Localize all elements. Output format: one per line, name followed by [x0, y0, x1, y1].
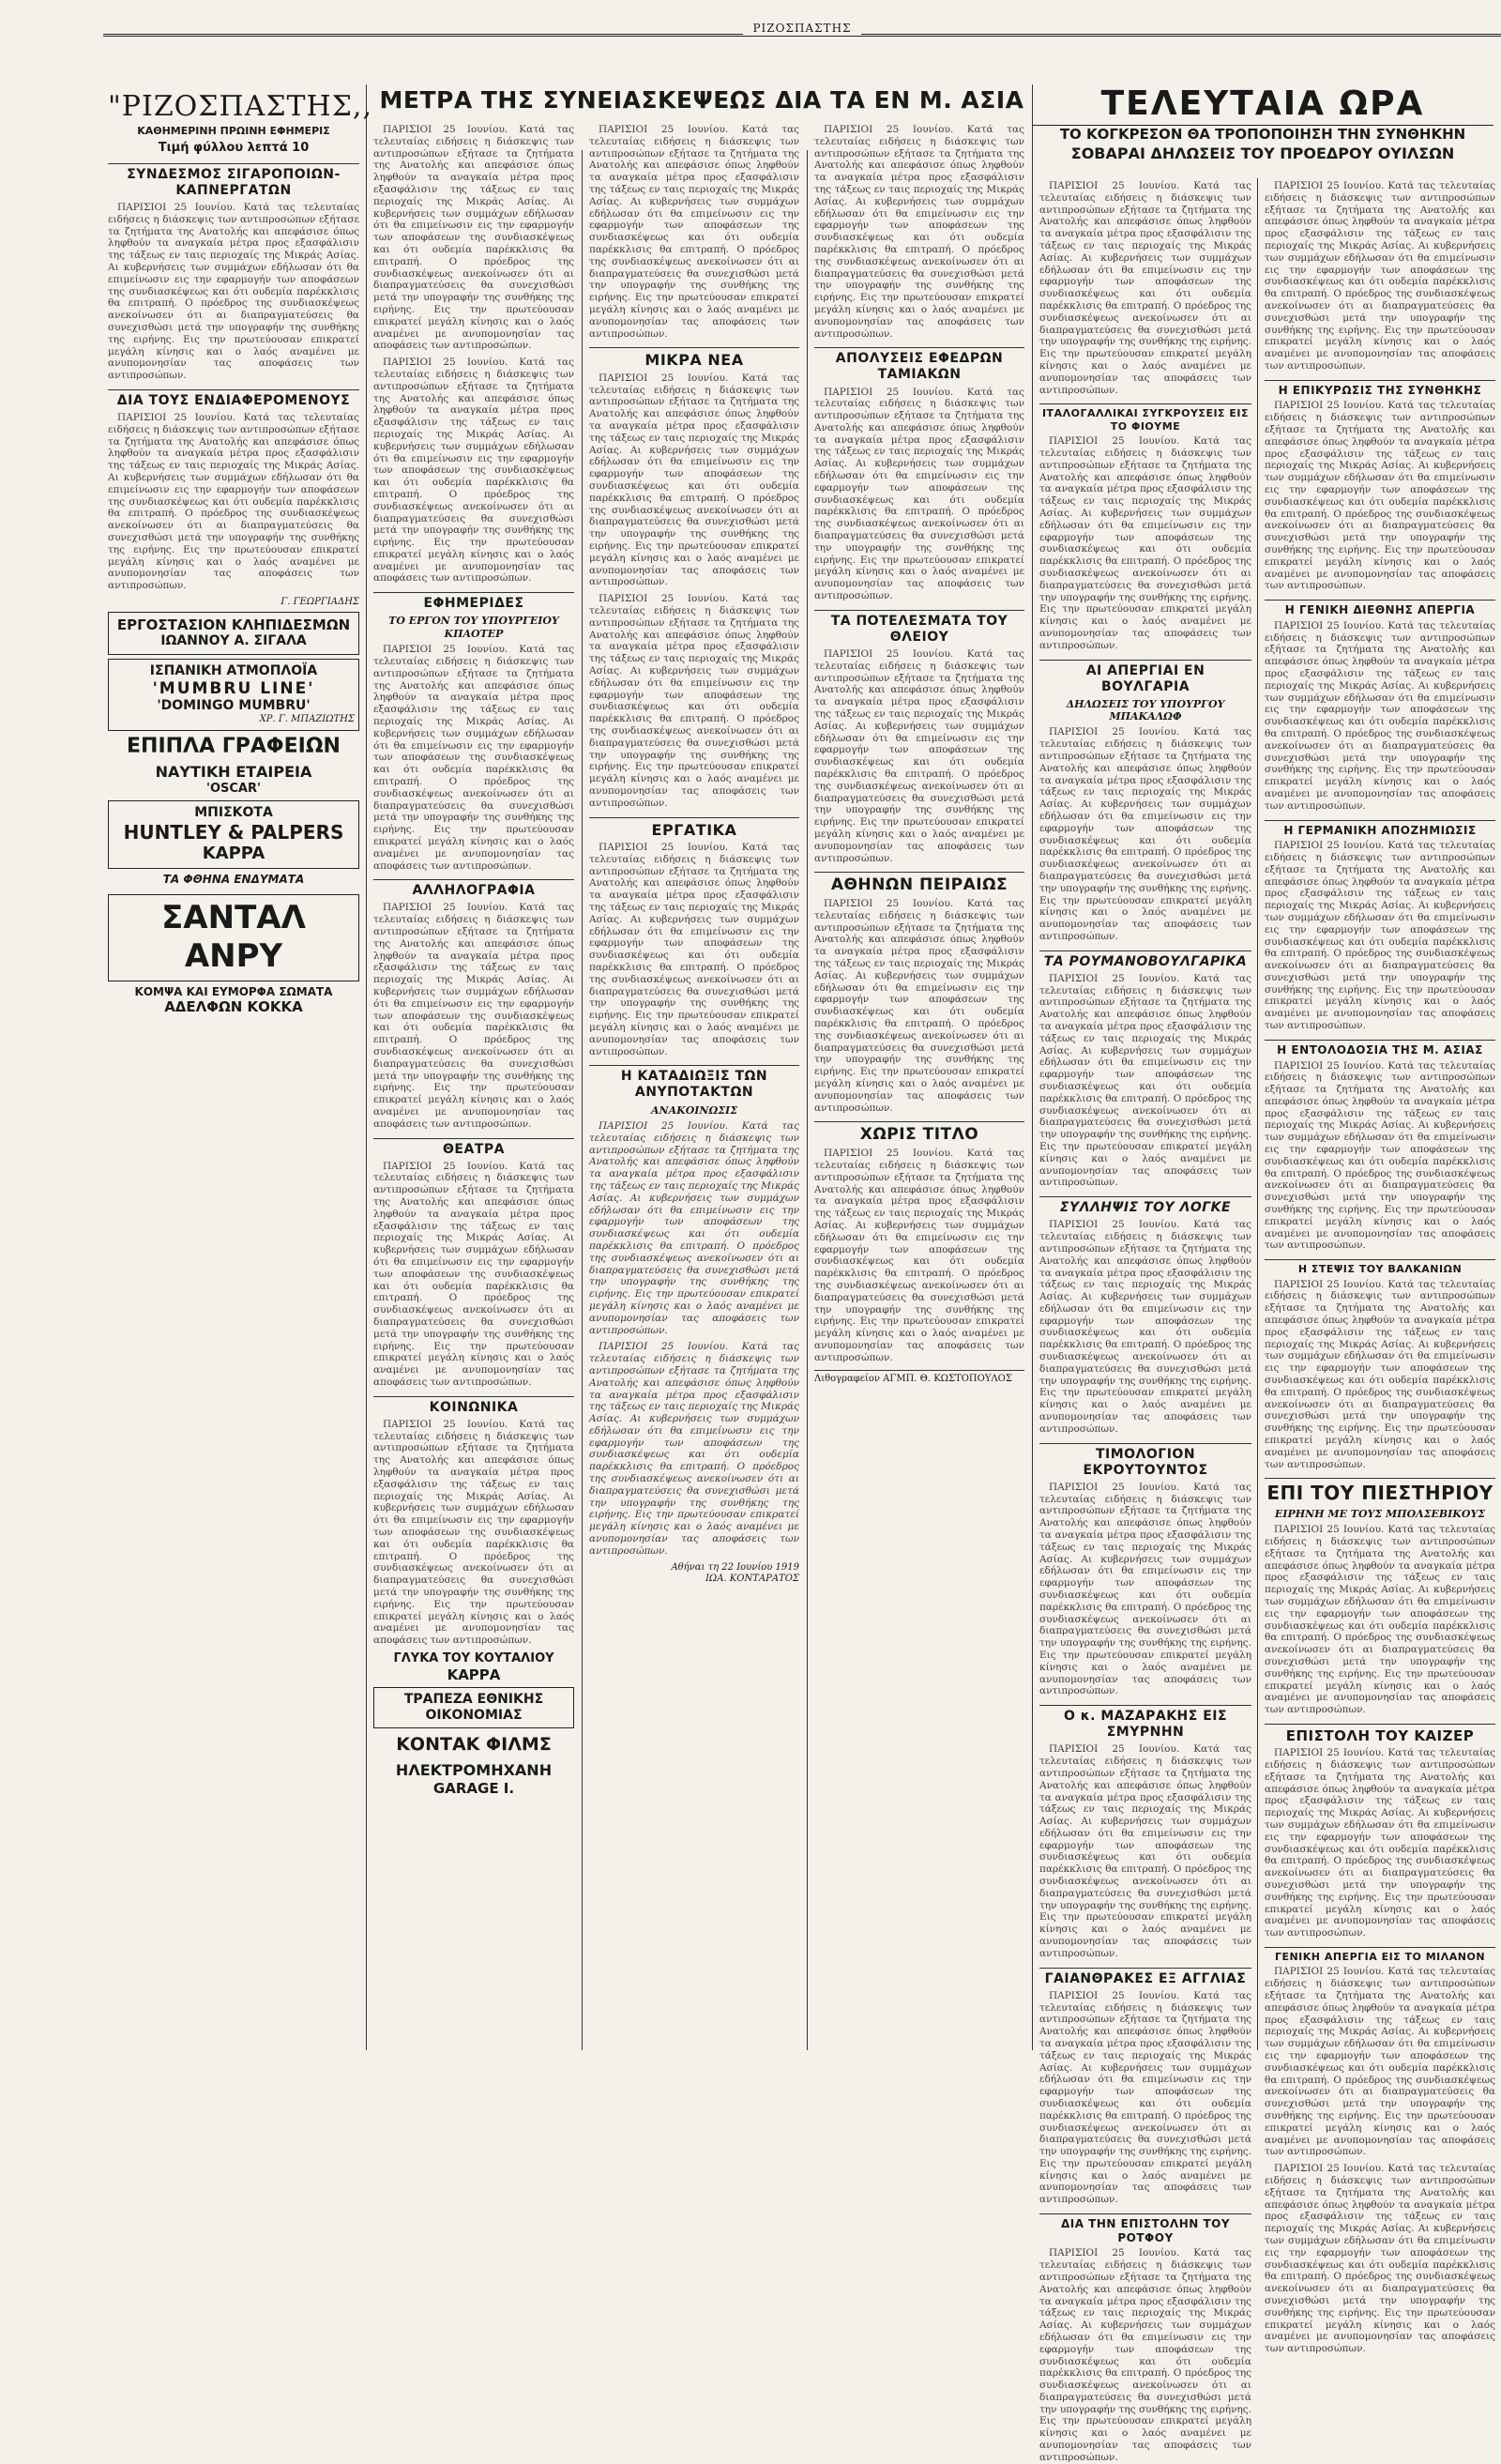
article-choris-titlo: ΠΑΡΙΣΙΟΙ 25 Ιουνίου. Κατά τας τελευταίας ειδήσεις η διάσκεψις των αντιπροσώπων εξήτασε τα ζητήματα της Ανατολής και απεφάσισε όπως ληφθούν τα αναγκαία μέτρα προς εξασφάλισιν της τάξεως εν ταις περιοχαίς της Μικράς Ασίας. Αι κυβερνήσεις των συμμάχων εδήλωσαν ότι θα επιμείνωσιν εις την εφαρμογήν των αποφάσεων της συνδιασκέψεως και ότι ουδεμία παρέκκλισις θα επιτραπή. Ο πρόεδρος της συνδιασκέψεως ανεκοίνωσεν ότι αι διαπραγματεύσεις θα συνεχισθώσι μετά την υπογραφήν της συνθήκης της ειρήνης. Εις την πρωτεύουσαν επικρατεί μεγάλη κίνησις και ο λαός αναμένει με ανυπομονησίαν τας αποφάσεις των αντιπροσώπων. [814, 1148, 1024, 1363]
article-theatra: ΠΑΡΙΣΙΟΙ 25 Ιουνίου. Κατά τας τελευταίας ειδήσεις η διάσκεψις των αντιπροσώπων εξήτασε τα ζητήματα της Ανατολής και απεφάσισε όπως ληφθούν τα αναγκαία μέτρα προς εξασφάλισιν της τάξεως εν ταις περιοχαίς της Μικράς Ασίας. Αι κυβερνήσεις των συμμάχων εδήλωσαν ότι θα επιμείνωσιν εις την εφαρμογήν των αποφάσεων της συνδιασκέψεως και ότι ουδεμία παρέκκλισις θα επιτραπή. Ο πρόεδρος της συνδιασκέψεως ανεκοίνωσεν ότι αι διαπραγματεύσεις θα συνεχισθώσι μετά την υπογραφήν της συνθήκης της ειρήνης. Εις την πρωτεύουσαν επικρατεί μεγάλη κίνησις και ο λαός αναμένει με ανυπομονησίαν τας αποφάσεις των αντιπροσώπων. [373, 1160, 574, 1388]
article-kaizer: ΠΑΡΙΣΙΟΙ 25 Ιουνίου. Κατά τας τελευταίας ειδήσεις η διάσκεψις των αντιπροσώπων εξήτασε τα ζητήματα της Ανατολής και απεφάσισε όπως ληφθούν τα αναγκαία μέτρα προς εξασφάλισιν της τάξεως εν ταις περιοχαίς της Μικράς Ασίας. Αι κυβερνήσεις των συμμάχων εδήλωσαν ότι θα επιμείνωσιν εις την εφαρμογήν των αποφάσεων της συνδιασκέψεως και ότι ουδεμία παρέκκλισις θα επιτραπή. Ο πρόεδρος της συνδιασκέψεως ανεκοίνωσεν ότι αι διαπραγματεύσεις θα συνεχισθώσι μετά την υπογραφήν της συνθήκης της ειρήνης. Εις την πρωτεύουσαν επικρατεί μεγάλη κίνησις και ο λαός αναμένει με ανυπομονησίαν τας αποφάσεις των αντιπροσώπων. [1265, 1747, 1495, 1939]
right-banner-head2: ΣΟΒΑΡΑΙ ΔΗΛΩΣΕΙΣ ΤΟΥ ΠΡΟΕΔΡΟΥ ΟΥΙΛΣΩΝ [1070, 144, 1455, 162]
ad-klipidesmon [108, 612, 359, 654]
heading-gaianthrakes: ΓΑΙΑΝΘΡΑΚΕΣ ΕΞ ΑΓΓΛΙΑΣ [1039, 1968, 1251, 1987]
heading-mikra-nea: ΜΙΚΡΑ ΝΕΑ [589, 347, 799, 370]
article-stepsis: ΠΑΡΙΣΙΟΙ 25 Ιουνίου. Κατά τας τελευταίας ειδήσεις η διάσκεψις των αντιπροσώπων εξήτασε τα ζητήματα της Ανατολής και απεφάσισε όπως ληφθούν τα αναγκαία μέτρα προς εξασφάλισιν της τάξεως εν ταις περιοχαίς της Μικράς Ασίας. Αι κυβερνήσεις των συμμάχων εδήλωσαν ότι θα επιμείνωσιν εις την εφαρμογήν των αποφάσεων της συνδιασκέψεως και ότι ουδεμία παρέκκλισις θα επιτραπή. Ο πρόεδρος της συνδιασκέψεως ανεκοίνωσεν ότι αι διαπραγματεύσεις θα συνεχισθώσι μετά την υπογραφήν της συνθήκης της ειρήνης. Εις την πρωτεύουσαν επικρατεί μεγάλη κίνησις και ο λαός αναμένει με ανυπομονησίαν τας αποφάσεις των αντιπροσώπων. [1265, 1278, 1495, 1470]
article-entolodosia: ΠΑΡΙΣΙΟΙ 25 Ιουνίου. Κατά τας τελευταίας ειδήσεις η διάσκεψις των αντιπροσώπων εξήτασε τα ζητήματα της Ανατολής και απεφάσισε όπως ληφθούν τα αναγκαία μέτρα προς εξασφάλισιν της τάξεως εν ταις περιοχαίς της Μικράς Ασίας. Αι κυβερνήσεις των συμμάχων εδήλωσαν ότι θα επιμείνωσιν εις την εφαρμογήν των αποφάσεων της συνδιασκέψεως και ότι ουδεμία παρέκκλισις θα επιτραπή. Ο πρόεδρος της συνδιασκέψεως ανεκοίνωσεν ότι αι διαπραγματεύσεις θα συνεχισθώσι μετά την υπογραφήν της συνθήκης της ειρήνης. Εις την πρωτεύουσαν επικρατεί μεγάλη κίνησις και ο λαός αναμένει με ανυπομονησίαν τας αποφάσεις των αντιπροσώπων. [1265, 1059, 1495, 1252]
column-5 [1039, 180, 1251, 2463]
heading-koinonika: ΚΟΙΝΩΝΙΚΑ [373, 1396, 574, 1416]
signature-kontaratos: ΙΩΑ. ΚΟΝΤΑΡΑΤΟΣ [705, 1573, 799, 1584]
article-mazarakis: ΠΑΡΙΣΙΟΙ 25 Ιουνίου. Κατά τας τελευταίας ειδήσεις η διάσκεψις των αντιπροσώπων εξήτασε τα ζητήματα της Ανατολής και απεφάσισε όπως ληφθούν τα αναγκαία μέτρα προς εξασφάλισιν της τάξεως εν ταις περιοχαίς της Μικράς Ασίας. Αι κυβερνήσεις των συμμάχων εδήλωσαν ότι θα επιμείνωσιν εις την εφαρμογήν των αποφάσεων της συνδιασκέψεως και ότι ουδεμία παρέκκλισις θα επιτραπή. Ο πρόεδρος της συνδιασκέψεως ανεκοίνωσεν ότι αι διαπραγματεύσεις θα συνεχισθώσι μετά την υπογραφήν της συνθήκης της ειρήνης. Εις την πρωτεύουσαν επικρατεί μεγάλη κίνησις και ο λαός αναμένει με ανυπομονησίαν τας αποφάσεις των αντιπροσώπων. [1039, 1743, 1251, 1959]
ad-santal: ΣΑΝΤΑΛ ΑΝΡΥ [108, 894, 359, 981]
heading-kaizer: ΕΠΙΣΤΟΛΗ ΤΟΥ ΚΑΙΖΕΡ [1265, 1724, 1495, 1744]
article-milanon: ΠΑΡΙΣΙΟΙ 25 Ιουνίου. Κατά τας τελευταίας ειδήσεις η διάσκεψις των αντιπροσώπων εξήτασε τα ζητήματα της Ανατολής και απεφάσισε όπως ληφθούν τα αναγκαία μέτρα προς εξασφάλισιν της τάξεως εν ταις περιοχαίς της Μικράς Ασίας. Αι κυβερνήσεις των συμμάχων εδήλωσαν ότι θα επιμείνωσιν εις την εφαρμογήν των αποφάσεων της συνδιασκέψεως και ότι ουδεμία παρέκκλισις θα επιτραπή. Ο πρόεδρος της συνδιασκέψεως ανεκοίνωσεν ότι αι διαπραγματεύσεις θα συνεχισθώσι μετά την υπογραφήν της συνθήκης της ειρήνης. Εις την πρωτεύουσαν επικρατεί μεγάλη κίνησις και ο λαός αναμένει με ανυπομονησίαν τας αποφάσεις των αντιπροσώπων. [1265, 1966, 1495, 2158]
article-diethnis-apergia: ΠΑΡΙΣΙΟΙ 25 Ιουνίου. Κατά τας τελευταίας ειδήσεις η διάσκεψις των αντιπροσώπων εξήτασε τα ζητήματα της Ανατολής και απεφάσισε όπως ληφθούν τα αναγκαία μέτρα προς εξασφάλισιν της τάξεως εν ταις περιοχαίς της Μικράς Ασίας. Αι κυβερνήσεις των συμμάχων εδήλωσαν ότι θα επιμείνωσιν εις την εφαρμογήν των αποφάσεων της συνδιασκέψεως και ότι ουδεμία παρέκκλισις θα επιτραπή. Ο πρόεδρος της συνδιασκέψεως ανεκοίνωσεν ότι αι διαπραγματεύσεις θα συνεχισθώσι μετά την υπογραφήν της συνθήκης της ειρήνης. Εις την πρωτεύουσαν επικρατεί μεγάλη κίνησις και ο λαός αναμένει με ανυπομονησίαν τας αποφάσεις των αντιπροσώπων. [1265, 619, 1495, 812]
masthead-title: "ΡΙΖΟΣΠΑΣΤΗΣ,, [108, 90, 372, 123]
ad-endymata: ΤΑ ΦΘΗΝΑ ΕΝΔΥΜΑΤΑ [162, 873, 305, 887]
heading-allilografia: ΑΛΛΗΛΟΓΡΑΦΙΑ [373, 879, 574, 899]
heading-syndesmos: ΣΥΝΔΕΣΜΟΣ ΣΙΓΑΡΟΠΟΙΩΝ-ΚΑΠΝΕΡΓΑΤΩΝ [108, 163, 359, 199]
article-ergatika: ΠΑΡΙΣΙΟΙ 25 Ιουνίου. Κατά τας τελευταίας ειδήσεις η διάσκεψις των αντιπροσώπων εξήτασε τα ζητήματα της Ανατολής και απεφάσισε όπως ληφθούν τα αναγκαία μέτρα προς εξασφάλισιν της τάξεως εν ταις περιοχαίς της Μικράς Ασίας. Αι κυβερνήσεις των συμμάχων εδήλωσαν ότι θα επιμείνωσιν εις την εφαρμογήν των αποφάσεων της συνδιασκέψεως και ότι ουδεμία παρέκκλισις θα επιτραπή. Ο πρόεδρος της συνδιασκέψεως ανεκοίνωσεν ότι αι διαπραγματεύσεις θα συνεχισθώσι μετά την υπογραφήν της συνθήκης της ειρήνης. Εις την πρωτεύουσαν επικρατεί μεγάλη κίνησις και ο λαός αναμένει με ανυπομονησίαν τας αποφάσεις των αντιπροσώπων. [589, 842, 799, 1057]
ad-biskota-title: ΜΠΙΣΚΟΤΑ [194, 804, 273, 820]
subheading-anakoinosis: ΑΝΑΚΟΙΝΩΣΙΣ [651, 1103, 737, 1117]
article-metra-2: ΠΑΡΙΣΙΟΙ 25 Ιουνίου. Κατά τας τελευταίας ειδήσεις η διάσκεψις των αντιπροσώπων εξήτασε τα ζητήματα της Ανατολής και απεφάσισε όπως ληφθούν τα αναγκαία μέτρα προς εξασφάλισιν της τάξεως εν ταις περιοχαίς της Μικράς Ασίας. Αι κυβερνήσεις των συμμάχων εδήλωσαν ότι θα επιμείνωσιν εις την εφαρμογήν των αποφάσεων της συνδιασκέψεως και ότι ουδεμία παρέκκλισις θα επιτραπή. Ο πρόεδρος της συνδιασκέψεως ανεκοίνωσεν ότι αι διαπραγματεύσεις θα συνεχισθώσι μετά την υπογραφήν της συνθήκης της ειρήνης. Εις την πρωτεύουσαν επικρατεί μεγάλη κίνησις και ο λαός αναμένει με ανυπομονησίαν τας αποφάσεις των αντιπροσώπων. [373, 357, 574, 585]
article-rotfou: ΠΑΡΙΣΙΟΙ 25 Ιουνίου. Κατά τας τελευταίας ειδήσεις η διάσκεψις των αντιπροσώπων εξήτασε τα ζητήματα της Ανατολής και απεφάσισε όπως ληφθούν τα αναγκαία μέτρα προς εξασφάλισιν της τάξεως εν ταις περιοχαίς της Μικράς Ασίας. Αι κυβερνήσεις των συμμάχων εδήλωσαν ότι θα επιμείνωσιν εις την εφαρμογήν των αποφάσεων της συνδιασκέψεως και ότι ουδεμία παρέκκλισις θα επιτραπή. Ο πρόεδρος της συνδιασκέψεως ανεκοίνωσεν ότι αι διαπραγματεύσεις θα συνεχισθώσι μετά την υπογραφήν της συνθήκης της ειρήνης. Εις την πρωτεύουσαν επικρατεί μεγάλη κίνησις και ο λαός αναμένει με ανυπομονησίαν τας αποφάσεις των αντιπροσώπων. [1039, 2247, 1251, 2463]
right-banner-title: ΤΕΛΕΥΤΑΙΑ ΩΡΑ [1100, 84, 1425, 123]
article-athinon-peiraios: ΠΑΡΙΣΙΟΙ 25 Ιουνίου. Κατά τας τελευταίας ειδήσεις η διάσκεψις των αντιπροσώπων εξήτασε τα ζητήματα της Ανατολής και απεφάσισε όπως ληφθούν τα αναγκαία μέτρα προς εξασφάλισιν της τάξεως εν ταις περιοχαίς της Μικράς Ασίας. Αι κυβερνήσεις των συμμάχων εδήλωσαν ότι θα επιμείνωσιν εις την εφαρμογήν των αποφάσεων της συνδιασκέψεως και ότι ουδεμία παρέκκλισις θα επιτραπή. Ο πρόεδρος της συνδιασκέψεως ανεκοίνωσεν ότι αι διαπραγματεύσεις θα συνεχισθώσι μετά την υπογραφήν της συνθήκης της ειρήνης. Εις την πρωτεύουσαν επικρατεί μεγάλη κίνησις και ο λαός αναμένει με ανυπομονησίαν τας αποφάσεις των αντιπροσώπων. [814, 898, 1024, 1114]
heading-apolyseis: ΑΠΟΛΥΣΕΙΣ ΕΦΕΔΡΩΝ ΤΑΜΙΑΚΩΝ [814, 347, 1024, 383]
heading-apozimiosis: Η ΓΕΡΜΑΝΙΚΗ ΑΠΟΖΗΜΙΩΣΙΣ [1265, 820, 1495, 838]
heading-anypotakton: Η ΚΑΤΑΔΙΩΞΙΣ ΤΩΝ ΑΝΥΠΟΤΑΚΤΩΝ [589, 1065, 799, 1101]
ad-somata: ΚΟΜΨΑ ΚΑΙ ΕΥΜΟΡΦΑ ΣΩΜΑΤΑ [134, 984, 333, 998]
heading-athinon-peiraios: ΑΘΗΝΩΝ ΠΕΙΡΑΙΩΣ [814, 872, 1024, 895]
signature-baziotis: ΧΡ. Γ. ΜΠΑΖΙΩΤΗΣ [259, 714, 355, 725]
article-gaianthrakes: ΠΑΡΙΣΙΟΙ 25 Ιουνίου. Κατά τας τελευταίας ειδήσεις η διάσκεψις των αντιπροσώπων εξήτασε τα ζητήματα της Ανατολής και απεφάσισε όπως ληφθούν τα αναγκαία μέτρα προς εξασφάλισιν της τάξεως εν ταις περιοχαίς της Μικράς Ασίας. Αι κυβερνήσεις των συμμάχων εδήλωσαν ότι θα επιμείνωσιν εις την εφαρμογήν των αποφάσεων της συνδιασκέψεως και ότι ουδεμία παρέκκλισις θα επιτραπή. Ο πρόεδρος της συνδιασκέψεως ανεκοίνωσεν ότι αι διαπραγματεύσεις θα συνεχισθώσι μετά την υπογραφήν της συνθήκης της ειρήνης. Εις την πρωτεύουσαν επικρατεί μεγάλη κίνησις και ο λαός αναμένει με ανυπομονησίαν τας αποφάσεις των αντιπροσώπων. [1039, 1989, 1251, 2206]
article-voulgaria: ΠΑΡΙΣΙΟΙ 25 Ιουνίου. Κατά τας τελευταίας ειδήσεις η διάσκεψις των αντιπροσώπων εξήτασε τα ζητήματα της Ανατολής και απεφάσισε όπως ληφθούν τα αναγκαία μέτρα προς εξασφάλισιν της τάξεως εν ταις περιοχαίς της Μικράς Ασίας. Αι κυβερνήσεις των συμμάχων εδήλωσαν ότι θα επιμείνωσιν εις την εφαρμογήν των αποφάσεων της συνδιασκέψεως και ότι ουδεμία παρέκκλισις θα επιτραπή. Ο πρόεδρος της συνδιασκέψεως ανεκοίνωσεν ότι αι διαπραγματεύσεις θα συνεχισθώσι μετά την υπογραφήν της συνθήκης της ειρήνης. Εις την πρωτεύουσαν επικρατεί μεγάλη κίνησις και ο λαός αναμένει με ανυπομονησίαν τας αποφάσεις των αντιπροσώπων. [1039, 726, 1251, 943]
article-syllipsis: ΠΑΡΙΣΙΟΙ 25 Ιουνίου. Κατά τας τελευταίας ειδήσεις η διάσκεψις των αντιπροσώπων εξήτασε τα ζητήματα της Ανατολής και απεφάσισε όπως ληφθούν τα αναγκαία μέτρα προς εξασφάλισιν της τάξεως εν ταις περιοχαίς της Μικράς Ασίας. Αι κυβερνήσεις των συμμάχων εδήλωσαν ότι θα επιμείνωσιν εις την εφαρμογήν των αποφάσεων της συνδιασκέψεως και ότι ουδεμία παρέκκλισις θα επιτραπή. Ο πρόεδρος της συνδιασκέψεως ανεκοίνωσεν ότι αι διαπραγματεύσεις θα συνεχισθώσι μετά την υπογραφήν της συνθήκης της ειρήνης. Εις την πρωτεύουσαν επικρατεί μεγάλη κίνησις και ο λαός αναμένει με ανυπομονησίαν τας αποφάσεις των αντιπροσώπων. [1039, 1219, 1251, 1435]
article-kogkreson: ΠΑΡΙΣΙΟΙ 25 Ιουνίου. Κατά τας τελευταίας ειδήσεις η διάσκεψις των αντιπροσώπων εξήτασε τα ζητήματα της Ανατολής και απεφάσισε όπως ληφθούν τα αναγκαία μέτρα προς εξασφάλισιν της τάξεως εν ταις περιοχαίς της Μικράς Ασίας. Αι κυβερνήσεις των συμμάχων εδήλωσαν ότι θα επιμείνωσιν εις την εφαρμογήν των αποφάσεων της συνδιασκέψεως και ότι ουδεμία παρέκκλισις θα επιτραπή. Ο πρόεδρος της συνδιασκέψεως ανεκοίνωσεν ότι αι διαπραγματεύσεις θα συνεχισθώσι μετά την υπογραφήν της συνθήκης της ειρήνης. Εις την πρωτεύουσαν επικρατεί μεγάλη κίνησις και ο λαός αναμένει με ανυπομονησίαν τας αποφάσεις των αντιπροσώπων. [1039, 180, 1251, 396]
article-anypotakton-2: ΠΑΡΙΣΙΟΙ 25 Ιουνίου. Κατά τας τελευταίας ειδήσεις η διάσκεψις των αντιπροσώπων εξήτασε τα ζητήματα της Ανατολής και απεφάσισε όπως ληφθούν τα αναγκαία μέτρα προς εξασφάλισιν της τάξεως εν ταις περιοχαίς της Μικράς Ασίας. Αι κυβερνήσεις των συμμάχων εδήλωσαν ότι θα επιμείνωσιν εις την εφαρμογήν των αποφάσεων της συνδιασκέψεως και ότι ουδεμία παρέκκλισις θα επιτραπή. Ο πρόεδρος της συνδιασκέψεως ανεκοίνωσεν ότι αι διαπραγματεύσεις θα συνεχισθώσι μετά την υπογραφήν της συνθήκης της ειρήνης. Εις την πρωτεύουσαν επικρατεί μεγάλη κίνησις και ο λαός αναμένει με ανυπομονησίαν τας αποφάσεις των αντιπροσώπων. [589, 1341, 799, 1557]
price: Τιμή φύλλου λεπτά 10 [158, 141, 310, 155]
column-2 [373, 124, 574, 2050]
ad-kontak: ΚΟΝΤΑΚ ΦΙΛΜΣ [396, 1734, 552, 1756]
heading-epikyrosis: Η ΕΠΙΚΥΡΩΣΙΣ ΤΗΣ ΣΥΝΘΗΚΗΣ [1265, 380, 1495, 398]
subheading-bakalof: ΔΗΛΩΣΕΙΣ ΤΟΥ ΥΠΟΥΡΓΟΥ ΜΠΑΚΑΛΩΦ [1066, 697, 1225, 723]
article-bolsevikous: ΠΑΡΙΣΙΟΙ 25 Ιουνίου. Κατά τας τελευταίας ειδήσεις η διάσκεψις των αντιπροσώπων εξήτασε τα ζητήματα της Ανατολής και απεφάσισε όπως ληφθούν τα αναγκαία μέτρα προς εξασφάλισιν της τάξεως εν ταις περιοχαίς της Μικράς Ασίας. Αι κυβερνήσεις των συμμάχων εδήλωσαν ότι θα επιμείνωσιν εις την εφαρμογήν των αποφάσεων της συνδιασκέψεως και ότι ουδεμία παρέκκλισις θα επιτραπή. Ο πρόεδρος της συνδιασκέψεως ανεκοίνωσεν ότι αι διαπραγματεύσεις θα συνεχισθώσι μετά την υπογραφήν της συνθήκης της ειρήνης. Εις την πρωτεύουσαν επικρατεί μεγάλη κίνησις και ο λαός αναμένει με ανυπομονησίαν τας αποφάσεις των αντιπροσώπων. [1265, 1524, 1495, 1716]
column-4 [814, 124, 1024, 2050]
heading-mazarakis: Ο κ. ΜΑΖΑΡΑΚΗΣ ΕΙΣ ΣΜΥΡΝΗΝ [1039, 1705, 1251, 1741]
ad-klipidesmon-title: ΕΡΓΟΣΤΑΣΙΟΝ ΚΛΗΠΙΔΕΣΜΩΝ [116, 616, 351, 634]
article-mikra-nea-2: ΠΑΡΙΣΙΟΙ 25 Ιουνίου. Κατά τας τελευταίας ειδήσεις η διάσκεψις των αντιπροσώπων εξήτασε τα ζητήματα της Ανατολής και απεφάσισε όπως ληφθούν τα αναγκαία μέτρα προς εξασφάλισιν της τάξεως εν ταις περιοχαίς της Μικράς Ασίας. Αι κυβερνήσεις των συμμάχων εδήλωσαν ότι θα επιμείνωσιν εις την εφαρμογήν των αποφάσεων της συνδιασκέψεως και ότι ουδεμία παρέκκλισις θα επιτραπή. Ο πρόεδρος της συνδιασκέψεως ανεκοίνωσεν ότι αι διαπραγματεύσεις θα συνεχισθώσι μετά την υπογραφήν της συνθήκης της ειρήνης. Εις την πρωτεύουσαν επικρατεί μεγάλη κίνησις και ο λαός αναμένει με ανυπομονησίαν τας αποφάσεις των αντιπροσώπων. [589, 593, 799, 809]
ad-naftiki: ΝΑΥΤΙΚΗ ΕΤΑΙΡΕΙΑ [155, 763, 312, 782]
ad-epipla: ΕΠΙΠΛΑ ΓΡΑΦΕΙΩΝ [127, 734, 341, 758]
article-endiaferomenous: ΠΑΡΙΣΙΟΙ 25 Ιουνίου. Κατά τας τελευταίας ειδήσεις η διάσκεψις των αντιπροσώπων εξήτασε τα ζητήματα της Ανατολής και απεφάσισε όπως ληφθούν τα αναγκαία μέτρα προς εξασφάλισιν της τάξεως εν ταις περιοχαίς της Μικράς Ασίας. Αι κυβερνήσεις των συμμάχων εδήλωσαν ότι θα επιμείνωσιν εις την εφαρμογήν των αποφάσεων της συνδιασκέψεως και ότι ουδεμία παρέκκλισις θα επιτραπή. Ο πρόεδρος της συνδιασκέψεως ανεκοίνωσεν ότι αι διαπραγματεύσεις θα συνεχισθώσι μετά την υπογραφήν της συνθήκης της ειρήνης. Εις την πρωτεύουσαν επικρατεί μεγάλη κίνησις και ο λαός αναμένει με ανυπομονησίαν τας αποφάσεις των αντιπροσώπων. [108, 412, 359, 592]
article-metra: ΠΑΡΙΣΙΟΙ 25 Ιουνίου. Κατά τας τελευταίας ειδήσεις η διάσκεψις των αντιπροσώπων εξήτασε τα ζητήματα της Ανατολής και απεφάσισε όπως ληφθούν τα αναγκαία μέτρα προς εξασφάλισιν της τάξεως εν ταις περιοχαίς της Μικράς Ασίας. Αι κυβερνήσεις των συμμάχων εδήλωσαν ότι θα επιμείνωσιν εις την εφαρμογήν των αποφάσεων της συνδιασκέψεως και ότι ουδεμία παρέκκλισις θα επιτραπή. Ο πρόεδρος της συνδιασκέψεως ανεκοίνωσεν ότι αι διαπραγματεύσεις θα συνεχισθώσι μετά την υπογραφήν της συνθήκης της ειρήνης. Εις την πρωτεύουσαν επικρατεί μεγάλη κίνησις και ο λαός αναμένει με ανυπομονησίαν τας αποφάσεις των αντιπροσώπων. [373, 124, 574, 352]
heading-timologion: ΤΙΜΟΛΟΓΙΟΝ ΕΚΡΟΥΤΟΥΝΤΟΣ [1039, 1443, 1251, 1479]
date-anypotakton: Αθήναι τη 22 Ιουνίου 1919 [671, 1561, 799, 1573]
heading-roumanovoulgarika: ΤΑ ΡΟΥΜΑΝΟΒΟΥΛΓΑΡΙΚΑ [1039, 951, 1251, 970]
heading-apergiai-voulgaria: ΑΙ ΑΠΕΡΓΙΑΙ ΕΝ ΒΟΥΛΓΑΡΙΑ [1039, 660, 1251, 695]
subheading-bolsevikous: ΕΙΡΗΝΗ ΜΕ ΤΟΥΣ ΜΠΟΛΣΕΒΙΚΟΥΣ [1274, 1507, 1486, 1520]
article-mikra-nea: ΠΑΡΙΣΙΟΙ 25 Ιουνίου. Κατά τας τελευταίας ειδήσεις η διάσκεψις των αντιπροσώπων εξήτασε τα ζητήματα της Ανατολής και απεφάσισε όπως ληφθούν τα αναγκαία μέτρα προς εξασφάλισιν της τάξεως εν ταις περιοχαίς της Μικράς Ασίας. Αι κυβερνήσεις των συμμάχων εδήλωσαν ότι θα επιμείνωσιν εις την εφαρμογήν των αποφάσεων της συνδιασκέψεως και ότι ουδεμία παρέκκλισις θα επιτραπή. Ο πρόεδρος της συνδιασκέψεως ανεκοίνωσεν ότι αι διαπραγματεύσεις θα συνεχισθώσι μετά την υπογραφήν της συνθήκης της ειρήνης. Εις την πρωτεύουσαν επικρατεί μεγάλη κίνησις και ο λαός αναμένει με ανυπομονησίαν τας αποφάσεις των αντιπροσώπων. [589, 372, 799, 588]
article-epikyrosis: ΠΑΡΙΣΙΟΙ 25 Ιουνίου. Κατά τας τελευταίας ειδήσεις η διάσκεψις των αντιπροσώπων εξήτασε τα ζητήματα της Ανατολής και απεφάσισε όπως ληφθούν τα αναγκαία μέτρα προς εξασφάλισιν της τάξεως εν ταις περιοχαίς της Μικράς Ασίας. Αι κυβερνήσεις των συμμάχων εδήλωσαν ότι θα επιμείνωσιν εις την εφαρμογήν των αποφάσεων της συνδιασκέψεως και ότι ουδεμία παρέκκλισις θα επιτραπή. Ο πρόεδρος της συνδιασκέψεως ανεκοίνωσεν ότι αι διαπραγματεύσεις θα συνεχισθώσι μετά την υπογραφήν της συνθήκης της ειρήνης. Εις την πρωτεύουσαν επικρατεί μεγάλη κίνησις και ο λαός αναμένει με ανυπομονησίαν τας αποφάσεις των αντιπροσώπων. [1265, 400, 1495, 592]
signature-georgiadis: Γ. ΓΕΩΡΓΙΑΔΗΣ [280, 597, 359, 607]
article-oulson: ΠΑΡΙΣΙΟΙ 25 Ιουνίου. Κατά τας τελευταίας ειδήσεις η διάσκεψις των αντιπροσώπων εξήτασε τα ζητήματα της Ανατολής και απεφάσισε όπως ληφθούν τα αναγκαία μέτρα προς εξασφάλισιν της τάξεως εν ταις περιοχαίς της Μικράς Ασίας. Αι κυβερνήσεις των συμμάχων εδήλωσαν ότι θα επιμείνωσιν εις την εφαρμογήν των αποφάσεων της συνδιασκέψεως και ότι ουδεμία παρέκκλισις θα επιτραπή. Ο πρόεδρος της συνδιασκέψεως ανεκοίνωσεν ότι αι διαπραγματεύσεις θα συνεχισθώσι μετά την υπογραφήν της συνθήκης της ειρήνης. Εις την πρωτεύουσαν επικρατεί μεγάλη κίνησις και ο λαός αναμένει με ανυπομονησίαν τας αποφάσεις των αντιπροσώπων. [1265, 180, 1495, 372]
heading-apotelesmata: ΤΑ ΠΟΤΕΛΕΣΜΑΤΑ ΤΟΥ ΘΛΕΙΟΥ [814, 610, 1024, 646]
article-apozimiosis: ΠΑΡΙΣΙΟΙ 25 Ιουνίου. Κατά τας τελευταίας ειδήσεις η διάσκεψις των αντιπροσώπων εξήτασε τα ζητήματα της Ανατολής και απεφάσισε όπως ληφθούν τα αναγκαία μέτρα προς εξασφάλισιν της τάξεως εν ταις περιοχαίς της Μικράς Ασίας. Αι κυβερνήσεις των συμμάχων εδήλωσαν ότι θα επιμείνωσιν εις την εφαρμογήν των αποφάσεων της συνδιασκέψεως και ότι ουδεμία παρέκκλισις θα επιτραπή. Ο πρόεδρος της συνδιασκέψεως ανεκοίνωσεν ότι αι διαπραγματεύσεις θα συνεχισθώσι μετά την υπογραφήν της συνθήκης της ειρήνης. Εις την πρωτεύουσαν επικρατεί μεγάλη κίνησις και ο λαός αναμένει με ανυπομονησίαν τας αποφάσεις των αντιπροσώπων. [1265, 840, 1495, 1032]
ad-glyka: ΓΛΥΚΑ ΤΟΥ ΚΟΥΤΑΛΙΟΥ [393, 1650, 554, 1665]
heading-fiume: ΙΤΑΛΟΓΑΛΛΙΚΑΙ ΣΥΓΚΡΟΥΣΕΙΣ ΕΙΣ ΤΟ ΦΙΟΥΜΕ [1039, 403, 1251, 433]
column-1 [108, 86, 372, 2050]
printer-info: Λιθογραφείον ΑΓΜΠ. Θ. ΚΩΣΤΟΠΟΥΛΟΣ [814, 1370, 1024, 1385]
column-6 [1265, 180, 1495, 2355]
ad-ispaniki [108, 659, 359, 731]
ad-klipidesmon-owner: ΙΩΑΝΝΟΥ Α. ΣΙΓΑΛΑ [160, 633, 307, 649]
article-apotelesmata: ΠΑΡΙΣΙΟΙ 25 Ιουνίου. Κατά τας τελευταίας ειδήσεις η διάσκεψις των αντιπροσώπων εξήτασε τα ζητήματα της Ανατολής και απεφάσισε όπως ληφθούν τα αναγκαία μέτρα προς εξασφάλισιν της τάξεως εν ταις περιοχαίς της Μικράς Ασίας. Αι κυβερνήσεις των συμμάχων εδήλωσαν ότι θα επιμείνωσιν εις την εφαρμογήν των αποφάσεων της συνδιασκέψεως και ότι ουδεμία παρέκκλισις θα επιτραπή. Ο πρόεδρος της συνδιασκέψεως ανεκοίνωσεν ότι αι διαπραγματεύσεις θα συνεχισθώσι μετά την υπογραφήν της συνθήκης της ειρήνης. Εις την πρωτεύουσαν επικρατεί μεγάλη κίνησις και ο λαός αναμένει με ανυπομονησίαν τας αποφάσεις των αντιπροσώπων. [814, 648, 1024, 864]
subheading-kpaoter: ΤΟ ΕΡΓΟΝ ΤΟΥ ΥΠΟΥΡΓΕΙΟΥ ΚΠΑΟΤΕΡ [388, 615, 559, 640]
ad-ispaniki-title: ΙΣΠΑΝΙΚΗ ΑΤΜΟΠΛΟΪΑ [149, 662, 318, 678]
article-anypotakton: ΠΑΡΙΣΙΟΙ 25 Ιουνίου. Κατά τας τελευταίας ειδήσεις η διάσκεψις των αντιπροσώπων εξήτασε τα ζητήματα της Ανατολής και απεφάσισε όπως ληφθούν τα αναγκαία μέτρα προς εξασφάλισιν της τάξεως εν ταις περιοχαίς της Μικράς Ασίας. Αι κυβερνήσεις των συμμάχων εδήλωσαν ότι θα επιμείνωσιν εις την εφαρμογήν των αποφάσεων της συνδιασκέψεως και ότι ουδεμία παρέκκλισις θα επιτραπή. Ο πρόεδρος της συνδιασκέψεως ανεκοίνωσεν ότι αι διαπραγματεύσεις θα συνεχισθώσι μετά την υπογραφήν της συνθήκης της ειρήνης. Εις την πρωτεύουσαν επικρατεί μεγάλη κίνησις και ο λαός αναμένει με ανυπομονησίαν τας αποφάσεις των αντιπροσώπων. [589, 1119, 799, 1336]
heading-rotfou: ΔΙΑ ΤΗΝ ΕΠΙΣΤΟΛΗΝ ΤΟΥ ΡΟΤΦΟΥ [1039, 2213, 1251, 2244]
heading-theatra: ΘΕΑΤΡΑ [373, 1138, 574, 1158]
heading-syllipsis: ΣΥΛΛΗΨΙΣ ΤΟΥ ΛΟΓΚΕ [1039, 1196, 1251, 1216]
heading-choris-titlo: ΧΩΡΙΣ ΤΙΤΛΟ [814, 1121, 1024, 1145]
ad-biskota [108, 800, 359, 869]
ad-ilektromichani: ΗΛΕΚΤΡΟΜΗΧΑΝΗ [395, 1761, 553, 1780]
article-timologion: ΠΑΡΙΣΙΟΙ 25 Ιουνίου. Κατά τας τελευταίας ειδήσεις η διάσκεψις των αντιπροσώπων εξήτασε τα ζητήματα της Ανατολής και απεφάσισε όπως ληφθούν τα αναγκαία μέτρα προς εξασφάλισιν της τάξεως εν ταις περιοχαίς της Μικράς Ασίας. Αι κυβερνήσεις των συμμάχων εδήλωσαν ότι θα επιμείνωσιν εις την εφαρμογήν των αποφάσεων της συνδιασκέψεως και ότι ουδεμία παρέκκλισις θα επιτραπή. Ο πρόεδρος της συνδιασκέψεως ανεκοίνωσεν ότι αι διαπραγματεύσεις θα συνεχισθώσι μετά την υπογραφήν της συνθήκης της ειρήνης. Εις την πρωτεύουσαν επικρατεί μεγάλη κίνησις και ο λαός αναμένει με ανυπομονησίαν τας αποφάσεις των αντιπροσώπων. [1039, 1481, 1251, 1697]
article-metra-3: ΠΑΡΙΣΙΟΙ 25 Ιουνίου. Κατά τας τελευταίας ειδήσεις η διάσκεψις των αντιπροσώπων εξήτασε τα ζητήματα της Ανατολής και απεφάσισε όπως ληφθούν τα αναγκαία μέτρα προς εξασφάλισιν της τάξεως εν ταις περιοχαίς της Μικράς Ασίας. Αι κυβερνήσεις των συμμάχων εδήλωσαν ότι θα επιμείνωσιν εις την εφαρμογήν των αποφάσεων της συνδιασκέψεως και ότι ουδεμία παρέκκλισις θα επιτραπή. Ο πρόεδρος της συνδιασκέψεως ανεκοίνωσεν ότι αι διαπραγματεύσεις θα συνεχισθώσι μετά την υπογραφήν της συνθήκης της ειρήνης. Εις την πρωτεύουσαν επικρατεί μεγάλη κίνησις και ο λαός αναμένει με ανυπομονησίαν τας αποφάσεις των αντιπροσώπων. [589, 124, 799, 340]
article-syndesmos: ΠΑΡΙΣΙΟΙ 25 Ιουνίου. Κατά τας τελευταίας ειδήσεις η διάσκεψις των αντιπροσώπων εξήτασε τα ζητήματα της Ανατολής και απεφάσισε όπως ληφθούν τα αναγκαία μέτρα προς εξασφάλισιν της τάξεως εν ταις περιοχαίς της Μικράς Ασίας. Αι κυβερνήσεις των συμμάχων εδήλωσαν ότι θα επιμείνωσιν εις την εφαρμογήν των αποφάσεων της συνδιασκέψεως και ότι ουδεμία παρέκκλισις θα επιτραπή. Ο πρόεδρος της συνδιασκέψεως ανεκοίνωσεν ότι αι διαπραγματεύσεις θα συνεχισθώσι μετά την υπογραφήν της συνθήκης της ειρήνης. Εις την πρωτεύουσαν επικρατεί μεγάλη κίνησις και ο λαός αναμένει με ανυπομονησίαν τας αποφάσεις των αντιπροσώπων. [108, 202, 359, 382]
article-fiume: ΠΑΡΙΣΙΟΙ 25 Ιουνίου. Κατά τας τελευταίας ειδήσεις η διάσκεψις των αντιπροσώπων εξήτασε τα ζητήματα της Ανατολής και απεφάσισε όπως ληφθούν τα αναγκαία μέτρα προς εξασφάλισιν της τάξεως εν ταις περιοχαίς της Μικράς Ασίας. Αι κυβερνήσεις των συμμάχων εδήλωσαν ότι θα επιμείνωσιν εις την εφαρμογήν των αποφάσεων της συνδιασκέψεως και ότι ουδεμία παρέκκλισις θα επιτραπή. Ο πρόεδρος της συνδιασκέψεως ανεκοίνωσεν ότι αι διαπραγματεύσεις θα συνεχισθώσι μετά την υπογραφήν της συνθήκης της ειρήνης. Εις την πρωτεύουσαν επικρατεί μεγάλη κίνησις και ο λαός αναμένει με ανυπομονησίαν τας αποφάσεις των αντιπροσώπων. [1039, 435, 1251, 651]
center-banner: ΜΕΤΡΑ ΤΗΣ ΣΥΝΕΙΑΣΚΕΨΕΩΣ ΔΙΑ ΤΑ ΕΝ Μ. ΑΣΙΑ [379, 86, 1024, 114]
ad-domingo: 'DOMINGO MUMBRU' [157, 698, 311, 714]
article-milanon-2: ΠΑΡΙΣΙΟΙ 25 Ιουνίου. Κατά τας τελευταίας ειδήσεις η διάσκεψις των αντιπροσώπων εξήτασε τα ζητήματα της Ανατολής και απεφάσισε όπως ληφθούν τα αναγκαία μέτρα προς εξασφάλισιν της τάξεως εν ταις περιοχαίς της Μικράς Ασίας. Αι κυβερνήσεις των συμμάχων εδήλωσαν ότι θα επιμείνωσιν εις την εφαρμογήν των αποφάσεων της συνδιασκέψεως και ότι ουδεμία παρέκκλισις θα επιτραπή. Ο πρόεδρος της συνδιασκέψεως ανεκοίνωσεν ότι αι διαπραγματεύσεις θα συνεχισθώσι μετά την υπογραφήν της συνθήκης της ειρήνης. Εις την πρωτεύουσαν επικρατεί μεγάλη κίνησις και ο λαός αναμένει με ανυπομονησίαν τας αποφάσεις των αντιπροσώπων. [1265, 2163, 1495, 2355]
article-koinonika: ΠΑΡΙΣΙΟΙ 25 Ιουνίου. Κατά τας τελευταίας ειδήσεις η διάσκεψις των αντιπροσώπων εξήτασε τα ζητήματα της Ανατολής και απεφάσισε όπως ληφθούν τα αναγκαία μέτρα προς εξασφάλισιν της τάξεως εν ταις περιοχαίς της Μικράς Ασίας. Αι κυβερνήσεις των συμμάχων εδήλωσαν ότι θα επιμείνωσιν εις την εφαρμογήν των αποφάσεων της συνδιασκέψεως και ότι ουδεμία παρέκκλισις θα επιτραπή. Ο πρόεδρος της συνδιασκέψεως ανεκοίνωσεν ότι αι διαπραγματεύσεις θα συνεχισθώσι μετά την υπογραφήν της συνθήκης της ειρήνης. Εις την πρωτεύουσαν επικρατεί μεγάλη κίνησις και ο λαός αναμένει με ανυπομονησίαν τας αποφάσεις των αντιπροσώπων. [373, 1418, 574, 1647]
heading-entolodosia: Η ΕΝΤΟΛΟΔΟΣΙΑ ΤΗΣ Μ. ΑΣΙΑΣ [1265, 1040, 1495, 1057]
ad-oscar: 'OSCAR' [206, 781, 261, 796]
ad-huntley: HUNTLEY & PALPERS [123, 820, 344, 844]
ad-glyka-karra: ΚΑΡΡΑ [447, 1665, 501, 1683]
column-3 [589, 124, 799, 2050]
heading-piestiriou: ΕΠΙ ΤΟΥ ΠΙΕΣΤΗΡΙΟΥ [1265, 1478, 1495, 1504]
article-metra-4: ΠΑΡΙΣΙΟΙ 25 Ιουνίου. Κατά τας τελευταίας ειδήσεις η διάσκεψις των αντιπροσώπων εξήτασε τα ζητήματα της Ανατολής και απεφάσισε όπως ληφθούν τα αναγκαία μέτρα προς εξασφάλισιν της τάξεως εν ταις περιοχαίς της Μικράς Ασίας. Αι κυβερνήσεις των συμμάχων εδήλωσαν ότι θα επιμείνωσιν εις την εφαρμογήν των αποφάσεων της συνδιασκέψεως και ότι ουδεμία παρέκκλισις θα επιτραπή. Ο πρόεδρος της συνδιασκέψεως ανεκοίνωσεν ότι αι διαπραγματεύσεις θα συνεχισθώσι μετά την υπογραφήν της συνθήκης της ειρήνης. Εις την πρωτεύουσαν επικρατεί μεγάλη κίνησις και ο λαός αναμένει με ανυπομονησίαν τας αποφάσεις των αντιπροσώπων. [814, 124, 1024, 340]
right-banner-head1: ΤΟ ΚΟΓΚΡΕΣΟΝ ΘΑ ΤΡΟΠΟΠΟΙΗΣΗ ΤΗΝ ΣΥΝΘΗΚΗΝ [1032, 125, 1493, 143]
ad-garage: GARAGE I. [432, 1779, 515, 1797]
heading-stepsis: Η ΣΤΕΨΙΣ ΤΟΥ ΒΑΛΚΑΝΙΩΝ [1265, 1259, 1495, 1275]
heading-endiaferomenous: ΔΙΑ ΤΟΥΣ ΕΝΔΙΑΦΕΡΟΜΕΝΟΥΣ [108, 389, 359, 409]
ad-kokka: ΑΔΕΛΦΩΝ ΚΟΚΚΑ [164, 998, 303, 1016]
masthead-subtitle: ΚΑΘΗΜΕΡΙΝΗ ΠΡΩΙΝΗ ΕΦΗΜΕΡΙΣ [137, 124, 330, 137]
article-allilografia: ΠΑΡΙΣΙΟΙ 25 Ιουνίου. Κατά τας τελευταίας ειδήσεις η διάσκεψις των αντιπροσώπων εξήτασε τα ζητήματα της Ανατολής και απεφάσισε όπως ληφθούν τα αναγκαία μέτρα προς εξασφάλισιν της τάξεως εν ταις περιοχαίς της Μικράς Ασίας. Αι κυβερνήσεις των συμμάχων εδήλωσαν ότι θα επιμείνωσιν εις την εφαρμογήν των αποφάσεων της συνδιασκέψεως και ότι ουδεμία παρέκκλισις θα επιτραπή. Ο πρόεδρος της συνδιασκέψεως ανεκοίνωσεν ότι αι διαπραγματεύσεις θα συνεχισθώσι μετά την υπογραφήν της συνθήκης της ειρήνης. Εις την πρωτεύουσαν επικρατεί μεγάλη κίνησις και ο λαός αναμένει με ανυπομονησίαν τας αποφάσεις των αντιπροσώπων. [373, 902, 574, 1130]
heading-efimerides: ΕΦΗΜΕΡΙΔΕΣ [373, 592, 574, 612]
ad-mumbru-line: 'MUMBRU LINE' [152, 678, 315, 698]
article-efimerides: ΠΑΡΙΣΙΟΙ 25 Ιουνίου. Κατά τας τελευταίας ειδήσεις η διάσκεψις των αντιπροσώπων εξήτασε τα ζητήματα της Ανατολής και απεφάσισε όπως ληφθούν τα αναγκαία μέτρα προς εξασφάλισιν της τάξεως εν ταις περιοχαίς της Μικράς Ασίας. Αι κυβερνήσεις των συμμάχων εδήλωσαν ότι θα επιμείνωσιν εις την εφαρμογήν των αποφάσεων της συνδιασκέψεως και ότι ουδεμία παρέκκλισις θα επιτραπή. Ο πρόεδρος της συνδιασκέψεως ανεκοίνωσεν ότι αι διαπραγματεύσεις θα συνεχισθώσι μετά την υπογραφήν της συνθήκης της ειρήνης. Εις την πρωτεύουσαν επικρατεί μεγάλη κίνησις και ο λαός αναμένει με ανυπομονησίαν τας αποφάσεις των αντιπροσώπων. [373, 644, 574, 872]
running-header [103, 13, 1501, 37]
right-banner [1032, 84, 1493, 162]
article-roumanovoulgarika: ΠΑΡΙΣΙΟΙ 25 Ιουνίου. Κατά τας τελευταίας ειδήσεις η διάσκεψις των αντιπροσώπων εξήτασε τα ζητήματα της Ανατολής και απεφάσισε όπως ληφθούν τα αναγκαία μέτρα προς εξασφάλισιν της τάξεως εν ταις περιοχαίς της Μικράς Ασίας. Αι κυβερνήσεις των συμμάχων εδήλωσαν ότι θα επιμείνωσιν εις την εφαρμογήν των αποφάσεων της συνδιασκέψεως και ότι ουδεμία παρέκκλισις θα επιτραπή. Ο πρόεδρος της συνδιασκέψεως ανεκοίνωσεν ότι αι διαπραγματεύσεις θα συνεχισθώσι μετά την υπογραφήν της συνθήκης της ειρήνης. Εις την πρωτεύουσαν επικρατεί μεγάλη κίνησις και ο λαός αναμένει με ανυπομονησίαν τας αποφάσεις των αντιπροσώπων. [1039, 972, 1251, 1189]
ad-kappa: KAPPA [202, 844, 265, 864]
heading-diethnis-apergia: Η ΓΕΝΙΚΗ ΔΙΕΘΝΗΣ ΑΠΕΡΓΙΑ [1265, 600, 1495, 617]
article-apolyseis: ΠΑΡΙΣΙΟΙ 25 Ιουνίου. Κατά τας τελευταίας ειδήσεις η διάσκεψις των αντιπροσώπων εξήτασε τα ζητήματα της Ανατολής και απεφάσισε όπως ληφθούν τα αναγκαία μέτρα προς εξασφάλισιν της τάξεως εν ταις περιοχαίς της Μικράς Ασίας. Αι κυβερνήσεις των συμμάχων εδήλωσαν ότι θα επιμείνωσιν εις την εφαρμογήν των αποφάσεων της συνδιασκέψεως και ότι ουδεμία παρέκκλισις θα επιτραπή. Ο πρόεδρος της συνδιασκέψεως ανεκοίνωσεν ότι αι διαπραγματεύσεις θα συνεχισθώσι μετά την υπογραφήν της συνθήκης της ειρήνης. Εις την πρωτεύουσαν επικρατεί μεγάλη κίνησις και ο λαός αναμένει με ανυπομονησίαν τας αποφάσεις των αντιπροσώπων. [814, 386, 1024, 602]
heading-ergatika: ΕΡΓΑΤΙΚΑ [589, 817, 799, 840]
ad-trapeza: ΤΡΑΠΕΖΑ ΕΘΝΙΚΗΣ ΟΙΚΟΝΟΜΙΑΣ [373, 1687, 574, 1728]
running-title: ΡΙΖΟΣΠΑΣΤΗΣ [743, 22, 860, 35]
heading-milanon: ΓΕΝΙΚΗ ΑΠΕΡΓΙΑ ΕΙΣ ΤΟ ΜΙΛΑΝΟΝ [1265, 1947, 1495, 1963]
